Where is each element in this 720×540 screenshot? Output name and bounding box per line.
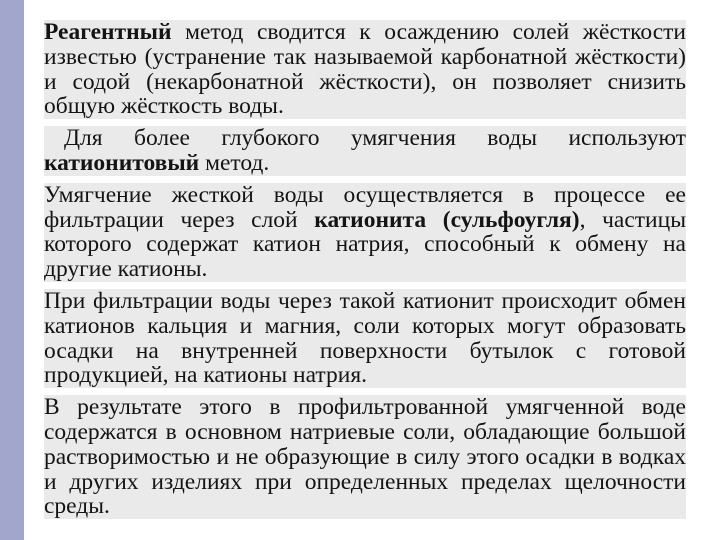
bold-term-cationite-method: катионитовый bbox=[44, 149, 200, 176]
paragraph-ion-exchange bbox=[44, 289, 686, 388]
paragraph-result bbox=[44, 395, 686, 519]
paragraph-softening-process bbox=[44, 183, 686, 282]
paragraph-text: В результате этого в профильтрованной умягченной воде содержатся в основном натриевые соли, обладающие большой растворимостью и не образующие в силу этого осадки в водках и других изделиях при определенных пределах щелочности среды. bbox=[44, 394, 686, 520]
paragraph-reagent-method bbox=[44, 20, 686, 119]
paragraph-text: При фильтрации воды через такой катионит происходит обмен катионов кальция и магния, соли которых могут образовать осадки на внутренней поверхности бутылок с готовой продукцией, на катионы натрия. bbox=[44, 287, 686, 389]
paragraph-text: Для более глубокого умягчения воды используют bbox=[64, 125, 686, 152]
paragraph-cation-method bbox=[44, 126, 686, 176]
paragraph-text: , частицы которого содержат катион натрия, способный к обмену на другие катионы. bbox=[44, 206, 686, 283]
paragraph-text: метод. bbox=[199, 149, 270, 176]
paragraph-text: метод сводится к осаждению солей жёсткости известью (устранение так называемой карбонатной жёсткости) и содой (некарбонатной жёсткости), он позволяет снизить общую жёсткость воды. bbox=[44, 19, 686, 120]
slide-body bbox=[44, 20, 686, 526]
paragraph-text: Умягчение жесткой воды осуществляется в процессе ее фильтрации через слой bbox=[44, 181, 686, 233]
bold-term-cationite: катионита (сульфоугля) bbox=[314, 206, 580, 233]
bold-term-reagent: Реагентный bbox=[44, 19, 172, 45]
left-accent-bar bbox=[0, 0, 24, 540]
